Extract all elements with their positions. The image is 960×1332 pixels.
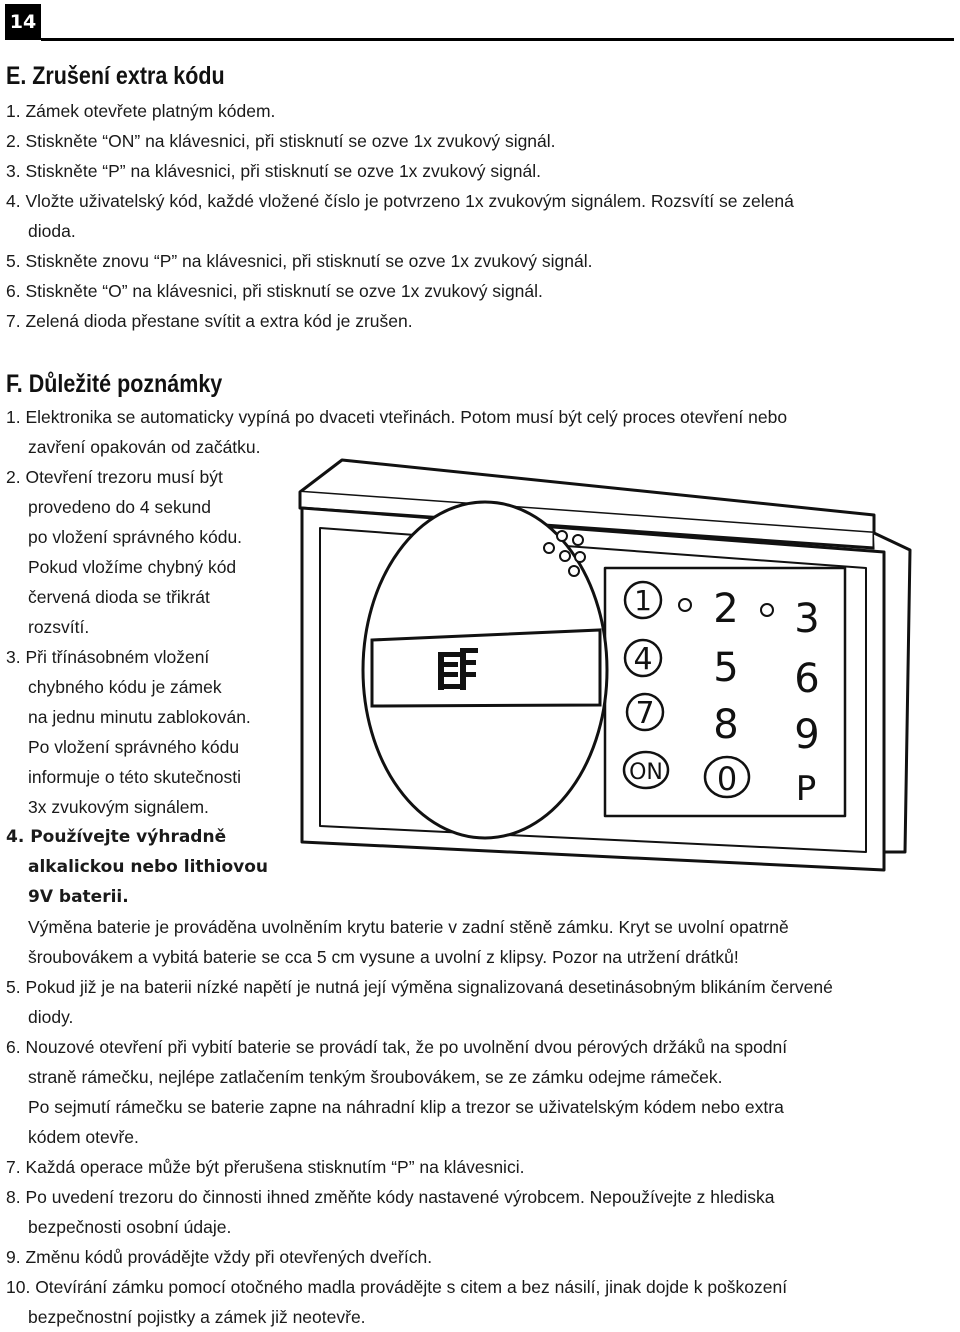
section-e-step: 1. Zámek otevřete platným kódem. xyxy=(6,101,276,121)
section-e-step: 4. Vložte uživatelský kód, každé vložené číslo je potvrzeno 1x zvukovým signálem. Rozsvítí se zelená xyxy=(6,191,794,211)
section-f-line: 5. Pokud již je na baterii nízké napětí je nutná její výměna signalizovaná desetinásobným blikáním červené xyxy=(6,977,833,997)
key-4-label: 4 xyxy=(633,642,653,677)
section-f-line: bezpečnosti osobní údaje. xyxy=(28,1217,232,1237)
section-f-line: 9V baterii. xyxy=(28,887,129,907)
key-9[interactable]: 9 xyxy=(794,712,820,758)
section-f-line: chybného kódu je zámek xyxy=(28,677,222,697)
section-f-line: šroubovákem a vybitá baterie se cca 5 cm vysune a uvolní z klipsy. Pozor na utržení drátků! xyxy=(28,947,739,967)
key-8[interactable]: 8 xyxy=(713,702,739,748)
section-f-line: bezpečnostní pojistky a zámek již neotevře. xyxy=(28,1307,366,1327)
section-f-line: diody. xyxy=(28,1007,74,1027)
section-e-step: 5. Stiskněte znovu “P” na klávesnici, při stisknutí se ozve 1x zvukový signál. xyxy=(6,251,593,271)
green-led-icon xyxy=(679,599,691,611)
key-1[interactable] xyxy=(625,582,661,618)
key-3[interactable]: 3 xyxy=(794,596,820,642)
section-f-line: na jednu minutu zablokován. xyxy=(28,707,251,727)
section-f-line: Po sejmutí rámečku se baterie zapne na náhradní klip a trezor se uživatelským kódem nebo extra xyxy=(28,1097,784,1117)
section-e-step: 2. Stiskněte “ON” na klávesnici, při stisknutí se ozve 1x zvukový signál. xyxy=(6,131,556,151)
section-f-line: 3. Při třínásobném vložení xyxy=(6,647,210,667)
section-e-title: E. Zrušení extra kódu xyxy=(6,62,225,90)
section-e-step: 7. Zelená dioda přestane svítit a extra kód je zrušen. xyxy=(6,311,413,331)
key-on[interactable] xyxy=(624,752,668,788)
section-f-line: provedeno do 4 sekund xyxy=(28,497,211,517)
key-0-label: 0 xyxy=(716,760,738,798)
section-f-line: 2. Otevření trezoru musí být xyxy=(6,467,223,487)
section-f-line: rozsvítí. xyxy=(28,617,90,637)
section-e-step: 6. Stiskněte “O” na klávesnici, při stisknutí se ozve 1x zvukový signál. xyxy=(6,281,543,301)
key-p[interactable]: P xyxy=(795,769,817,809)
section-f-line: 6. Nouzové otevření při vybití baterie se provádí tak, že po uvolnění dvou pérových držáků na spodní xyxy=(6,1037,788,1057)
key-7-label: 7 xyxy=(635,696,655,731)
section-e-step: dioda. xyxy=(28,221,76,241)
section-f-line: zavření opakován od začátku. xyxy=(28,437,261,457)
section-f-line: 8. Po uvedení trezoru do činnosti ihned změňte kódy nastavené výrobcem. Nepoužívejte z hlediska xyxy=(6,1187,775,1207)
section-f-line: Pokud vložíme chybný kód xyxy=(28,557,237,577)
section-f-line: 4. Používejte výhradně xyxy=(6,827,227,847)
section-f-line: 3x zvukovým signálem. xyxy=(28,797,209,817)
section-f-line: alkalickou nebo lithiovou xyxy=(28,857,269,877)
section-f-line: Po vložení správného kódu xyxy=(28,737,240,757)
key-0[interactable] xyxy=(705,757,749,798)
page-number: 14 xyxy=(5,4,41,40)
section-f-line: straně rámečku, nejlépe zatlačením tenkým šroubovákem, se ze zámku odejme rámeček. xyxy=(28,1067,723,1087)
red-led-icon xyxy=(761,604,773,616)
section-f-line: 7. Každá operace může být přerušena stisknutím “P” na klávesnici. xyxy=(6,1157,525,1177)
section-f-line: červená dioda se třikrát xyxy=(28,587,210,607)
key-4[interactable] xyxy=(625,640,661,677)
section-f-line: 1. Elektronika se automaticky vypíná po dvaceti vteřinách. Potom musí být celý proces otevření nebo xyxy=(6,407,788,427)
section-f-line: Výměna baterie je prováděna uvolněním krytu baterie v zadní stěně zámku. Kryt se uvolní opatrně xyxy=(28,917,789,937)
key-5[interactable]: 5 xyxy=(713,645,739,691)
section-f-line: po vložení správného kódu. xyxy=(28,527,243,547)
key-1-label: 1 xyxy=(634,584,652,617)
key-6[interactable]: 6 xyxy=(794,656,820,702)
key-2[interactable]: 2 xyxy=(713,586,739,632)
section-f-title: F. Důležité poznámky xyxy=(6,370,223,398)
section-e-step: 3. Stiskněte “P” na klávesnici, při stisknutí se ozve 1x zvukový signál. xyxy=(6,161,541,181)
knob-icon xyxy=(363,502,607,838)
key-7[interactable] xyxy=(627,694,663,731)
key-on-label: ON xyxy=(629,760,663,785)
section-f-line: informuje o této skutečnosti xyxy=(28,767,242,787)
section-f-line: kódem otevře. xyxy=(28,1127,139,1147)
section-f-line: 9. Změnu kódů provádějte vždy při otevřených dveřích. xyxy=(6,1247,433,1267)
section-f-line: 10. Otevírání zámku pomocí otočného madla provádějte s citem a bez násilí, jinak dojde k poškození xyxy=(6,1277,788,1297)
